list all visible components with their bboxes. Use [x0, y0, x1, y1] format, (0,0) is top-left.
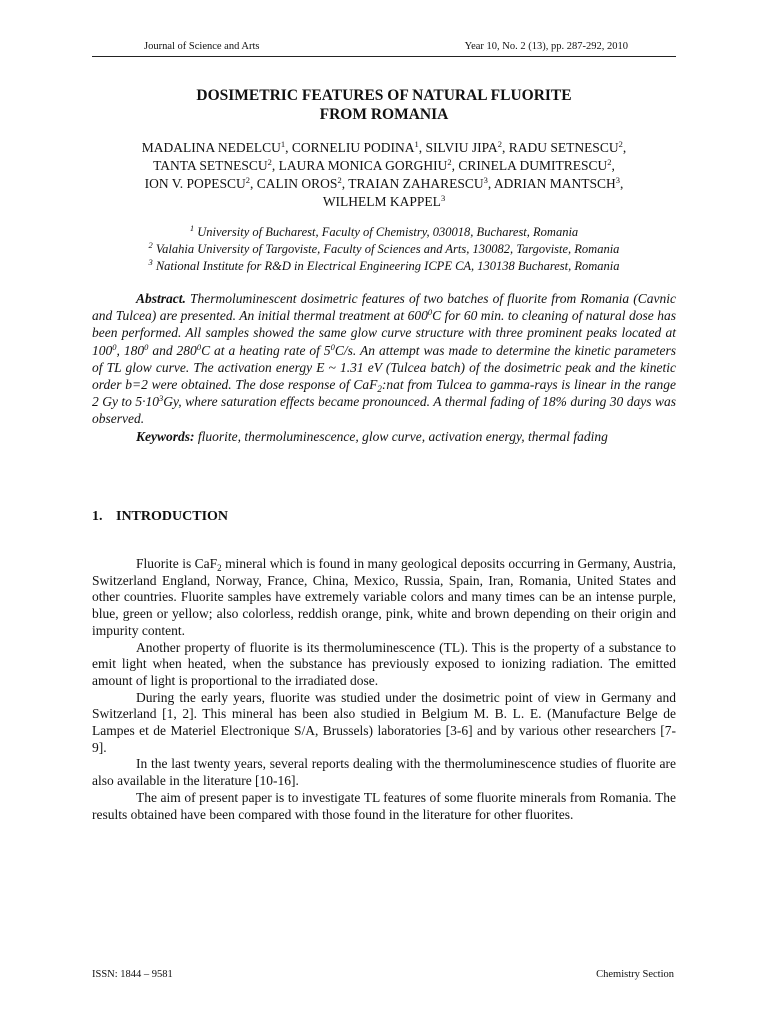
author-name: ADRIAN MANTSCH: [493, 176, 616, 191]
intro-body: [92, 556, 676, 823]
abstract-paragraph: [92, 290, 676, 428]
abstract-text: :nat from Tulcea to gamma-rays is linear in the range 2 Gy to 5·10: [92, 377, 676, 410]
intro-paragraph-1: [92, 556, 676, 640]
affiliation-2: [92, 241, 676, 258]
title-line-1: DOSIMETRIC FEATURES OF NATURAL FLUORITE: [196, 87, 572, 104]
affiliation-1: [92, 224, 676, 241]
author-name: TRAIAN ZAHARESCU: [348, 176, 484, 191]
section-heading: [92, 508, 228, 525]
body-text: Fluorite is CaF: [136, 556, 218, 571]
subscript: 2: [377, 384, 382, 395]
author-name: CORNELIU PODINA: [291, 140, 415, 155]
author-affil: 2: [618, 139, 623, 149]
author-name: SILVIU JIPA: [425, 140, 498, 155]
superscript: 0: [144, 341, 149, 352]
intro-paragraph-4: In the last twenty years, several reports dealing with the thermoluminescence studies of fluorite are also available in the literature [10-16].: [92, 756, 676, 789]
author-affil: 2: [267, 157, 272, 167]
section-number: 1.: [92, 509, 103, 524]
superscript: 0: [427, 307, 433, 318]
author-name: RADU SETNESCU: [508, 140, 619, 155]
abstract-text: and 280: [148, 342, 197, 358]
author-affil: 2: [447, 157, 452, 167]
abstract-text: C/s. An attempt was made to determine the kinetic parameters of TL glow curve. The activation energy E ~ 1.31 eV (Tulcea batch) of the dosimetric peak and the kinetic order b=2 were obtained. The dose response of CaF: [92, 342, 677, 393]
affiliation-3: [92, 258, 676, 275]
keywords-paragraph: [92, 428, 676, 445]
abstract-text: C at a heating rate of 5: [201, 342, 331, 358]
author-name: CALIN OROS: [256, 176, 338, 191]
affil-number: 2: [148, 240, 153, 250]
affil-text: National Institute for R&D in Electrical Engineering ICPE CA, 130138 Bucharest, Romania: [155, 259, 620, 273]
author-affil: 3: [483, 175, 488, 185]
abstract-text: , 180: [116, 342, 145, 358]
journal-name: Journal of Science and Arts: [144, 41, 260, 52]
paper-title: [92, 86, 676, 124]
author-affil: 2: [607, 157, 612, 167]
title-line-2: FROM ROMANIA: [319, 106, 449, 123]
abstract-text: Gy, where saturation effects became pronounced. A thermal fading of 18% during 30 days was observed.: [92, 394, 676, 427]
superscript: 0: [112, 341, 117, 352]
author-name: ION V. POPESCU: [144, 176, 246, 191]
affiliation-list: [92, 224, 676, 275]
intro-paragraph-2: Another property of fluorite is its thermoluminescence (TL). This is the property of a substance to emit light when heated, when the substance has previously exposed to ionizing radiation. The emitted amount of light is proportional to the irradiated dose.: [92, 639, 676, 688]
affil-number: 3: [148, 257, 153, 267]
abstract-block: [92, 290, 676, 445]
author-affil: 2: [497, 139, 502, 149]
author-affil: 2: [337, 175, 342, 185]
author-name: TANTA SETNESCU: [153, 158, 268, 173]
footer-section: Chemistry Section: [596, 969, 674, 980]
author-affil: 3: [615, 175, 620, 185]
author-name: WILHELM KAPPEL: [322, 194, 441, 209]
author-affil: 1: [280, 139, 286, 149]
author-affil: 1: [414, 139, 419, 149]
intro-paragraph-5: The aim of present paper is to investigate TL features of some fluorite minerals from Romania. The results obtained have been compared with those found in the literature for other fluorites.: [92, 789, 676, 822]
header-rule: [92, 56, 676, 57]
affil-number: 1: [189, 223, 195, 233]
keywords-label: Keywords:: [136, 428, 195, 444]
author-affil: 2: [245, 175, 251, 185]
abstract-label: Abstract.: [136, 291, 186, 306]
issn: ISSN: 1844 – 9581: [92, 969, 173, 980]
author-name: MADALINA NEDELCU: [141, 140, 281, 155]
superscript: 0: [330, 341, 335, 352]
keywords-text: fluorite, thermoluminescence, glow curve, activation energy, thermal fading: [194, 428, 608, 444]
affil-text: Valahia University of Targoviste, Faculty of Sciences and Arts, 130082, Targoviste, Romania: [155, 242, 620, 256]
abstract-text: C for 60 min. to cleaning of natural dose has been performed. All samples showed the same glow curve structure with three prominent peaks located at 100: [92, 308, 677, 358]
section-title: INTRODUCTION: [116, 509, 229, 524]
superscript: 3: [159, 393, 164, 404]
affil-text: University of Bucharest, Faculty of Chemistry, 030018, Bucharest, Romania: [197, 225, 579, 239]
body-text: mineral which is found in many geological deposits occurring in Germany, Austria, Switzerland England, Norway, France, China, Mexico, Russia, Spain, Iran, Romania, United States and other countries. Fluorite samples have extremely variable colors and many times can be an intense purple, blue, green or yellow; also colorless, reddish orange, pink, white and brown depending on their origin and impurity content.: [92, 556, 676, 638]
author-name: LAURA MONICA GORGHIU: [278, 158, 448, 173]
author-affil: 3: [440, 193, 446, 203]
author-name: CRINELA DUMITRESCU: [458, 158, 608, 173]
superscript: 0: [196, 341, 202, 352]
subscript: 2: [217, 563, 222, 573]
author-list: MADALINA NEDELCU$^1$, CORNELIU PODINA$^1$, SILVIU JIPA$^2$, RADU SETNESCU$^2$, TANTA SETNESCU$^2$, LAURA MONICA GORGHIU$^2$, CRINELA DUMITRESCU$^2$, ION V. POPESCU$^2$, CALIN OROS$^2$, TRAIAN ZAHARESCU$^3$, ADRIAN MANTSCH$^3$, WILHELM KAPPEL$^3$: [141, 139, 627, 209]
intro-paragraph-3: During the early years, fluorite was studied under the dosimetric point of view in Germany and Switzerland [1, 2]. This mineral has been also studied in Belgium M. B. L. E. (Manufacture Belge de Lampes et de Materiel Electronique S/A, Brussels) laboratories [3-6] and by various other researchers [7-9].: [92, 689, 676, 755]
issue-info: Year 10, No. 2 (13), pp. 287-292, 2010: [464, 41, 628, 52]
abstract-text: Thermoluminescent dosimetric features of two batches of fluorite from Romania (Cavnic and Tulcea) are presented. An initial thermal treatment at 600: [92, 291, 676, 324]
